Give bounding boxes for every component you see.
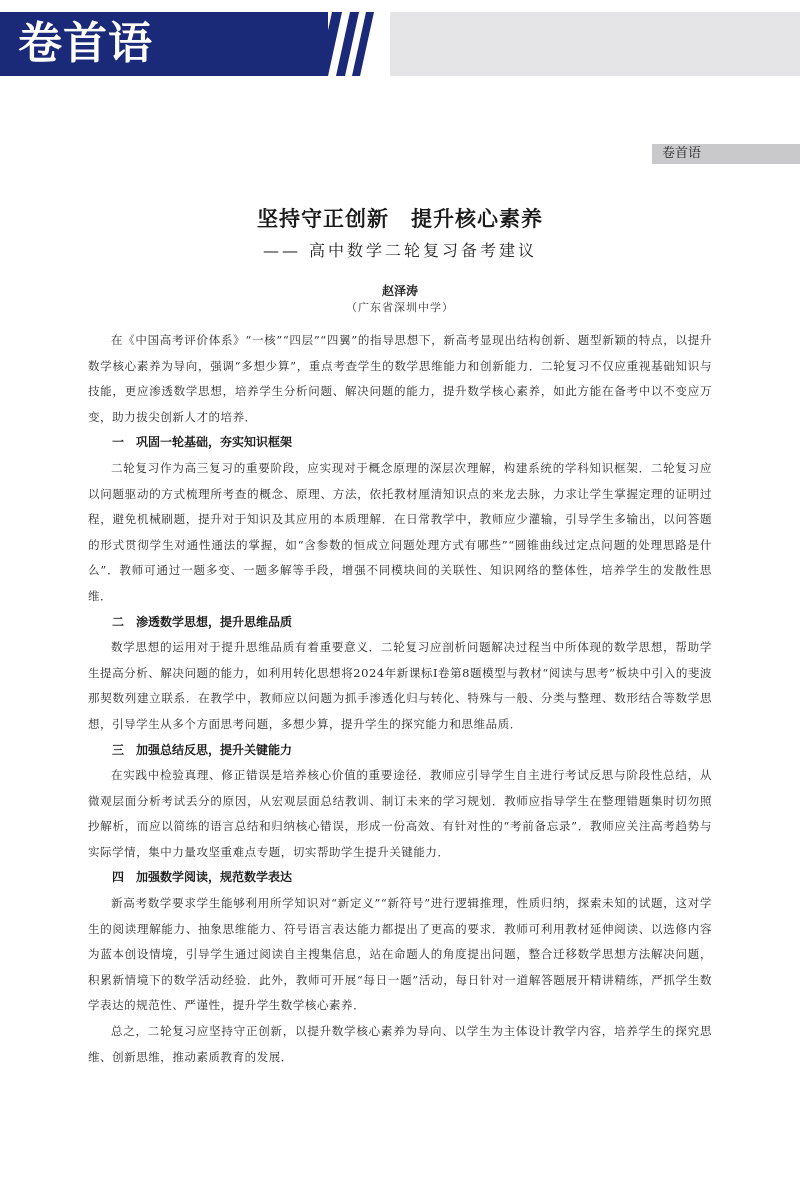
author-name: 赵泽涛 [381,284,418,298]
article-subtitle: —— 高中数学二轮复习备考建议 [262,241,538,260]
header-banner [0,0,800,77]
section-paragraph-3: 在实践中检验真理、修正错误是培养核心价值的重要途径．教师应引导学生自主进行考试反思与阶段性总结，从微观层面分析考试丢分的原因，从宏观层面总结教训、制订未来的学习规划．教师应指导学生在整理错题集时切勿照抄解析，而应以简练的语言总结和归纳核心错误，形成一份高效、有针对性的“考前备忘录”．教师应关注高考趋势与实际学情，集中力量攻坚重难点专题，切实帮助学生提升关键能力． [88,768,712,859]
section-heading-3: 三 加强总结反思，提升关键能力 [112,742,293,757]
article-title: 坚持守正创新 提升核心素养 [257,207,543,231]
author-affiliation: （广东省深圳中学） [346,301,454,314]
section-paragraph-4: 新高考数学要求学生能够利用所学知识对“新定义”“新符号”进行逻辑推理，性质归纳，探索未知的试题，这对学生的阅读理解能力、抽象思维能力、符号语言表达能力都提出了更高的要求．教师可利用教材延伸阅读、以选修内容为蓝本创设情境，引导学生通过阅读自主搜集信息，站在命题人的角度提出问题，整合迁移数学思想方法解决问题，积累新情境下的数学活动经验．此外，教师可开展“每日一题”活动，每日针对一道解答题展开精讲精练，严抓学生数学表达的规范性、严谨性，提升学生数学核心素养． [88,896,712,1013]
section-heading-4: 四 加强数学阅读，规范数学表达 [112,870,293,885]
section-tag: 卷首语 [652,144,800,164]
section-paragraph-1: 二轮复习作为高三复习的重要阶段，应实现对于概念原理的深层次理解，构建系统的学科知识框架．二轮复习应以问题驱动的方式梳理所考查的概念、原理、方法，依托教材厘清知识点的来龙去脉，力求让学生掌握定理的证明过程，避免机械刷题，提升对于知识及其应用的本质理解．在日常教学中，教师应少灌输，引导学生多输出，以问答题的形式贯彻学生对通性通法的掌握，如“含参数的恒成立问题处理方式有哪些”“圆锥曲线过定点问题的处理思路是什么”．教师可通过一题多变、一题多解等手段，增强不同模块间的关联性、知识网络的整体性，培养学生的发散性思维． [88,460,712,603]
section-heading-1: 一 巩固一轮基础，夯实知识框架 [112,435,293,450]
intro-paragraph: 在《中国高考评价体系》“一核”“四层”“四翼”的指导思想下，新高考显现出结构创新、题型新颖的特点，以提升数学核心素养为导向，强调“多想少算”，重点考查学生的数学思维能力和创新能力．二轮复习不仅应重视基础知识与技能，更应渗透数学思想，培养学生分析问题、解决问题的能力，提升数学核心素养，如此方能在备考中以不变应万变，助力拔尖创新人才的培养． [88,333,712,424]
section-paragraph-2: 数学思想的运用对于提升思维品质有着重要意义．二轮复习应剖析问题解决过程当中所体现的数学思想，帮助学生提高分析、解决问题的能力，如利用转化思想将2024年新课标Ⅰ卷第8题模型与教材“阅读与思考”板块中引入的斐波那契数列建立联系．在教学中，教师应以问题为抓手渗透化归与转化、特殊与一般、分类与整理、数形结合等数学思想，引导学生从多个方面思考问题，多想少算，提升学生的探究能力和思维品质． [88,640,712,731]
section-heading-2: 二 渗透数学思想，提升思维品质 [112,614,293,629]
article-body [88,328,712,1070]
banner-title: 卷首语 [18,18,153,69]
banner-stripes [296,12,396,76]
conclusion-paragraph: 总之，二轮复习应坚持守正创新，以提升数学核心素养为导向、以学生为主体设计教学内容，培养学生的探究思维、创新思维，推动素质教育的发展． [88,1024,712,1064]
banner-grey-band [390,12,800,76]
